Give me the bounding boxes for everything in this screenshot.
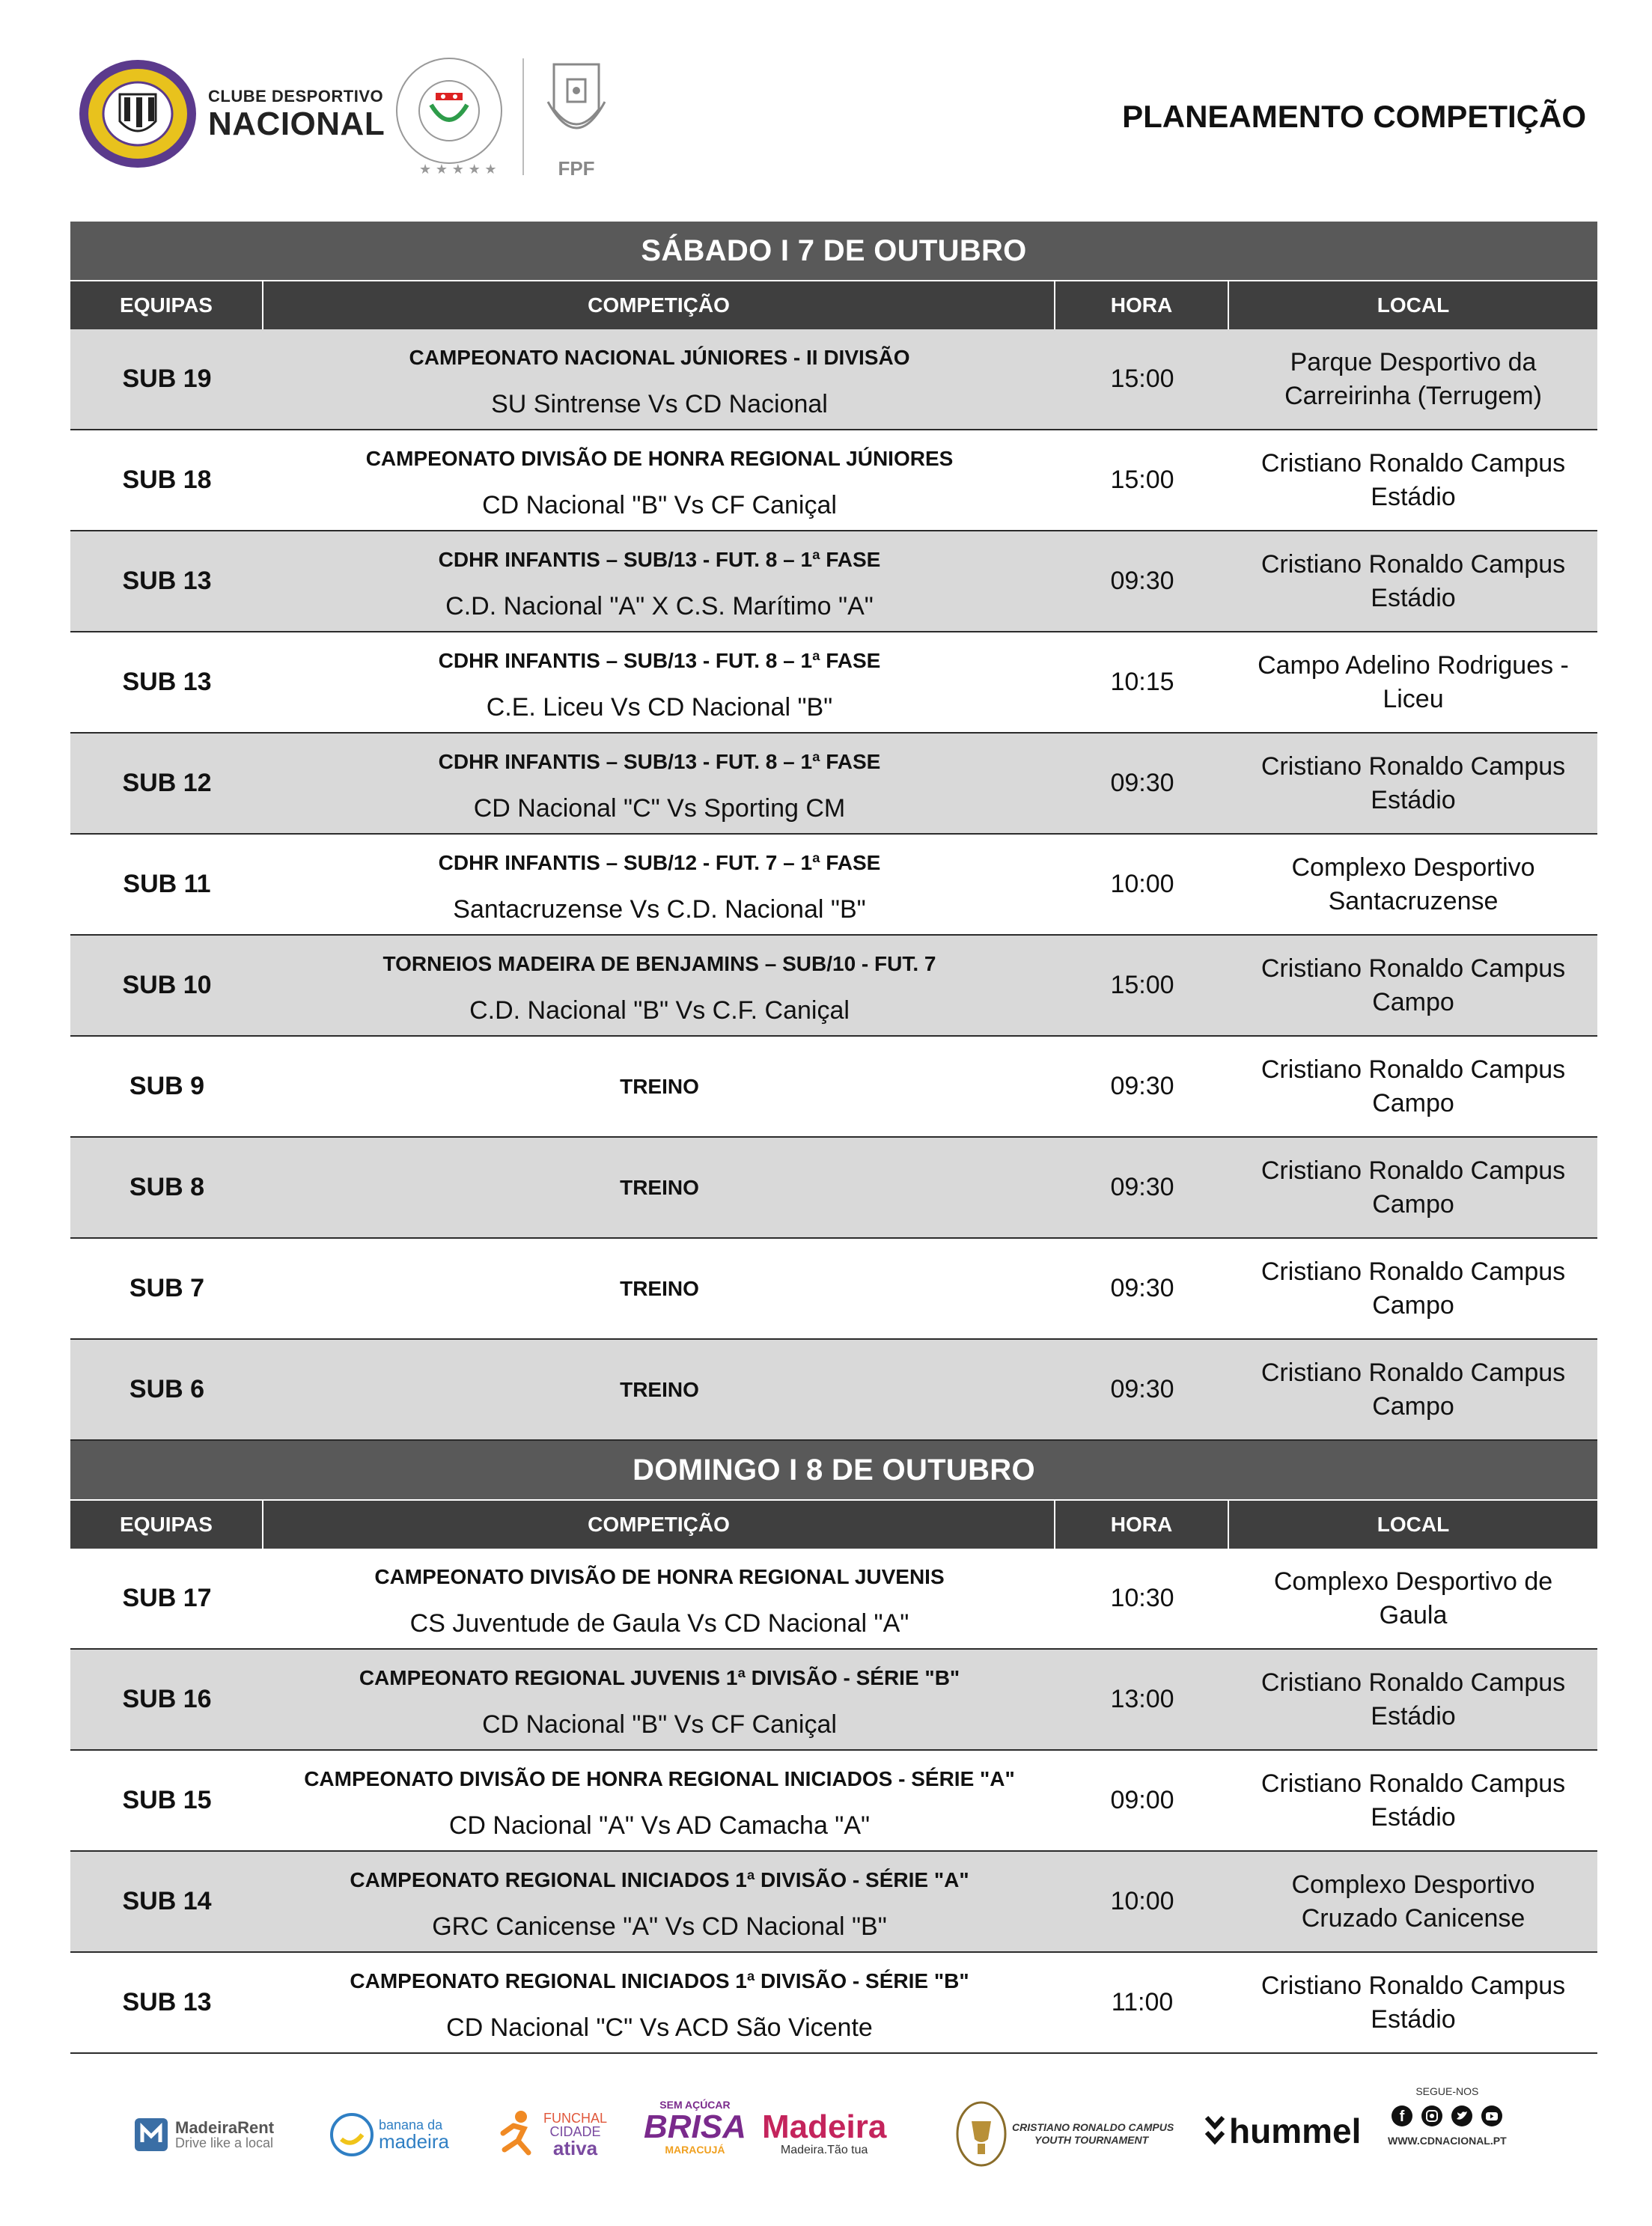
campus-line2: YOUTH TOURNAMENT (1034, 2134, 1149, 2146)
schedule-table (70, 222, 1597, 2054)
match-text: CD Nacional "B" Vs CF Caniçal (482, 1710, 837, 1739)
time-cell: 09:00 (1110, 1786, 1174, 1814)
place-line1: Cristiano Ronaldo Campus (1261, 1257, 1566, 1286)
place-cell (1229, 835, 1597, 934)
banana-da-madeira-logo (329, 2112, 449, 2157)
team-cell: SUB 13 (122, 567, 212, 595)
social-icons (1391, 2105, 1503, 2127)
hummel-logo (1204, 2111, 1361, 2151)
column-header-time: HORA (1055, 281, 1229, 329)
table-row (70, 1549, 1597, 1650)
place-cell (1229, 531, 1597, 631)
column-header-teams: EQUIPAS (70, 1501, 263, 1549)
place-line2: Cruzado Canicense (1301, 1903, 1525, 1933)
place-cell (1229, 1037, 1597, 1136)
column-header-row (70, 1499, 1597, 1549)
facebook-icon[interactable] (1391, 2105, 1413, 2127)
club-name (208, 88, 385, 141)
table-row (70, 734, 1597, 835)
madeira-brand: Madeira (762, 2108, 887, 2145)
team-cell: SUB 11 (123, 870, 211, 898)
place-line1: Campo Adelino Rodrigues - (1258, 650, 1569, 680)
match-text: CD Nacional "A" Vs AD Camacha "A" (448, 1811, 871, 1840)
column-header-competition: COMPETIÇÃO (263, 1501, 1055, 1549)
place-line1: Cristiano Ronaldo Campus (1261, 1971, 1566, 2000)
table-row (70, 531, 1597, 632)
table-row (70, 1340, 1597, 1441)
competition-cell (263, 531, 1055, 631)
place-line1: Complexo Desportivo (1291, 1870, 1535, 1899)
team-cell: SUB 14 (122, 1887, 212, 1915)
funchal-cidade-ativa-logo (491, 2108, 607, 2162)
funchal-line1: FUNCHAL (543, 2111, 608, 2126)
competition-name: TREINO (620, 1276, 699, 1300)
competition-name: TORNEIOS MADEIRA DE BENJAMINS – SUB/10 - FUT. 7 (382, 952, 936, 975)
time-cell: 09:30 (1110, 1375, 1174, 1403)
day-header-sunday: DOMINGO I 8 DE OUTUBRO (70, 1441, 1597, 1499)
table-row (70, 1239, 1597, 1340)
competition-cell (263, 430, 1055, 530)
hummel-chevron-icon (1204, 2114, 1226, 2147)
team-cell: SUB 10 (122, 971, 212, 999)
column-header-time: HORA (1055, 1501, 1229, 1549)
match-text: CD Nacional "B" Vs CF Caniçal (482, 491, 837, 519)
time-cell: 10:30 (1110, 1584, 1174, 1612)
team-cell: SUB 15 (122, 1786, 212, 1814)
svg-text:★ ★ ★ ★ ★: ★ ★ ★ ★ ★ (419, 162, 497, 177)
column-header-place: LOCAL (1377, 1513, 1450, 1536)
match-text: CS Juventude de Gaula Vs CD Nacional "A" (409, 1609, 909, 1638)
follow-us-label: SEGUE-NOS (1415, 2085, 1479, 2097)
competition-name: CDHR INFANTIS – SUB/13 - FUT. 8 – 1ª FASE (438, 548, 881, 571)
cristiano-ronaldo-campus-logo (955, 2100, 1174, 2168)
place-line1: Cristiano Ronaldo Campus (1261, 751, 1566, 781)
place-line2: Campo (1372, 1088, 1454, 1117)
competition-cell (263, 1650, 1055, 1749)
place-line2: Liceu (1383, 684, 1444, 713)
day-header-saturday: SÁBADO I 7 DE OUTUBRO (70, 222, 1597, 280)
competition-name: CAMPEONATO REGIONAL INICIADOS 1ª DIVISÃO - SÉRIE "B" (350, 1969, 969, 1992)
team-cell: SUB 13 (122, 668, 212, 696)
match-text: CD Nacional "C" Vs ACD São Vicente (446, 2013, 873, 2042)
place-line1: Complexo Desportivo (1291, 853, 1535, 882)
competition-cell (263, 1549, 1055, 1648)
fpf-logo (539, 57, 614, 181)
table-row (70, 1751, 1597, 1852)
column-header-competition: COMPETIÇÃO (263, 281, 1055, 329)
social-block (1388, 2085, 1507, 2147)
place-line1: Complexo Desportivo de (1273, 1567, 1553, 1596)
place-line2: Estádio (1371, 2004, 1456, 2034)
competition-name: CAMPEONATO NACIONAL JÚNIORES - II DIVISÃO (409, 346, 910, 369)
place-line1: Cristiano Ronaldo Campus (1261, 1358, 1566, 1387)
brisa-brand: BRISA (644, 2108, 746, 2145)
table-row (70, 632, 1597, 734)
club-name-line2: NACIONAL (208, 106, 385, 142)
place-cell (1229, 329, 1597, 429)
time-cell: 10:00 (1110, 870, 1174, 898)
brisa-maracuja-logo (644, 2099, 746, 2156)
banana-line1: banana da (379, 2117, 443, 2132)
competition-name: CDHR INFANTIS – SUB/12 - FUT. 7 – 1ª FASE (438, 851, 881, 874)
place-cell (1229, 1549, 1597, 1648)
campus-line1: CRISTIANO RONALDO CAMPUS (1012, 2121, 1174, 2134)
competition-name: CDHR INFANTIS – SUB/13 - FUT. 8 – 1ª FASE (438, 649, 881, 672)
table-row (70, 430, 1597, 531)
competition-name: CAMPEONATO DIVISÃO DE HONRA REGIONAL JÚNIORES (365, 447, 954, 470)
team-cell: SUB 18 (122, 466, 212, 494)
hummel-brand: hummel (1229, 2111, 1362, 2150)
place-cell (1229, 1953, 1597, 2052)
table-row (70, 1953, 1597, 2054)
match-text: SU Sintrense Vs CD Nacional (491, 390, 828, 418)
competition-cell (263, 936, 1055, 1035)
team-cell: SUB 8 (129, 1173, 205, 1201)
runner-icon (491, 2108, 540, 2162)
match-text: C.D. Nacional "B" Vs C.F. Caniçal (469, 996, 850, 1025)
instagram-icon[interactable] (1421, 2105, 1443, 2127)
competition-cell (263, 632, 1055, 732)
table-row (70, 329, 1597, 430)
certification-seal (389, 52, 509, 180)
competition-name: CAMPEONATO REGIONAL INICIADOS 1ª DIVISÃO - SÉRIE "A" (350, 1868, 969, 1891)
time-cell: 09:30 (1110, 1173, 1174, 1201)
competition-cell (263, 1340, 1055, 1439)
place-cell (1229, 1340, 1597, 1439)
table-row (70, 936, 1597, 1037)
team-cell: SUB 9 (129, 1072, 205, 1100)
team-cell: SUB 7 (129, 1274, 205, 1302)
website-link[interactable]: WWW.CDNACIONAL.PT (1388, 2135, 1507, 2147)
funchal-line2: CIDADE (549, 2124, 601, 2139)
place-cell (1229, 1138, 1597, 1237)
place-line1: Parque Desportivo da (1290, 347, 1537, 376)
competition-name: TREINO (620, 1074, 699, 1098)
time-cell: 15:00 (1110, 971, 1174, 999)
time-cell: 15:00 (1110, 365, 1174, 393)
column-header-teams: EQUIPAS (70, 281, 263, 329)
campus-trophy-icon (955, 2100, 1008, 2168)
team-cell: SUB 16 (122, 1685, 212, 1713)
svg-text:f: f (1399, 2108, 1405, 2125)
place-line2: Gaula (1379, 1600, 1448, 1629)
place-line2: Campo (1372, 987, 1454, 1016)
table-row (70, 835, 1597, 936)
place-cell (1229, 1239, 1597, 1338)
team-cell: SUB 19 (122, 365, 212, 393)
madeirarent-logo (133, 2117, 274, 2153)
team-cell: SUB 13 (122, 1988, 212, 2016)
competition-cell (263, 1953, 1055, 2052)
table-row (70, 1138, 1597, 1239)
time-cell: 13:00 (1110, 1685, 1174, 1713)
madeirarent-tagline: Drive like a local (175, 2135, 274, 2150)
place-line2: Campo (1372, 1290, 1454, 1320)
sponsor-footer (0, 2081, 1652, 2216)
team-cell: SUB 12 (122, 769, 212, 797)
time-cell: 10:15 (1110, 668, 1174, 696)
place-line2: Estádio (1371, 785, 1456, 814)
team-cell: SUB 17 (122, 1584, 212, 1612)
madeira-tagline: Madeira.Tão tua (780, 2144, 868, 2156)
place-line2: Santacruzense (1328, 886, 1499, 915)
competition-name: CAMPEONATO DIVISÃO DE HONRA REGIONAL INICIADOS - SÉRIE "A" (304, 1767, 1015, 1790)
table-row (70, 1037, 1597, 1138)
table-row (70, 1650, 1597, 1751)
competition-cell (263, 1852, 1055, 1951)
place-line1: Cristiano Ronaldo Campus (1261, 1668, 1566, 1697)
madeira-logo (762, 2108, 887, 2157)
match-text: C.D. Nacional "A" X C.S. Marítimo "A" (445, 592, 874, 620)
club-crest-logo (78, 58, 198, 169)
time-cell: 09:30 (1110, 1274, 1174, 1302)
place-line2: Campo (1372, 1391, 1454, 1421)
competition-name: CDHR INFANTIS – SUB/13 - FUT. 8 – 1ª FASE (438, 750, 881, 773)
competition-cell (263, 1138, 1055, 1237)
match-text: Santacruzense Vs C.D. Nacional "B" (453, 895, 866, 924)
banana-line2: madeira (379, 2130, 449, 2153)
place-line1: Cristiano Ronaldo Campus (1261, 954, 1566, 983)
place-line2: Campo (1372, 1189, 1454, 1219)
table-row (70, 1852, 1597, 1953)
place-cell (1229, 632, 1597, 732)
funchal-line3: ativa (552, 2137, 598, 2159)
place-cell (1229, 734, 1597, 833)
header-divider (522, 58, 524, 175)
twitter-icon[interactable] (1451, 2105, 1473, 2127)
document-title: PLANEAMENTO COMPETIÇÃO (1122, 99, 1586, 134)
match-text: GRC Canicense "A" Vs CD Nacional "B" (432, 1912, 887, 1941)
place-cell (1229, 430, 1597, 530)
time-cell: 09:30 (1110, 567, 1174, 595)
youtube-icon[interactable] (1481, 2105, 1503, 2127)
fpf-label: FPF (558, 157, 595, 180)
banana-icon (329, 2112, 374, 2157)
time-cell: 11:00 (1111, 1988, 1174, 2016)
place-line1: Cristiano Ronaldo Campus (1261, 549, 1566, 579)
time-cell: 10:00 (1110, 1887, 1174, 1915)
place-line2: Carreirinha (Terrugem) (1284, 381, 1542, 410)
page-header (0, 0, 1652, 217)
place-cell (1229, 1751, 1597, 1850)
brisa-top-text: SEM AÇÚCAR (659, 2099, 731, 2111)
competition-cell (263, 1037, 1055, 1136)
time-cell: 09:30 (1110, 1072, 1174, 1100)
place-line1: Cristiano Ronaldo Campus (1261, 448, 1566, 478)
competition-name: CAMPEONATO REGIONAL JUVENIS 1ª DIVISÃO - SÉRIE "B" (359, 1666, 960, 1689)
time-cell: 09:30 (1110, 769, 1174, 797)
time-cell: 15:00 (1110, 466, 1174, 494)
team-cell: SUB 6 (129, 1375, 205, 1403)
column-header-row (70, 280, 1597, 329)
competition-cell (263, 835, 1055, 934)
competition-name: CAMPEONATO DIVISÃO DE HONRA REGIONAL JUVENIS (374, 1565, 945, 1588)
match-text: CD Nacional "C" Vs Sporting CM (473, 794, 846, 823)
column-header-place: LOCAL (1377, 293, 1450, 317)
place-line1: Cristiano Ronaldo Campus (1261, 1156, 1566, 1185)
place-cell (1229, 1852, 1597, 1951)
club-name-line1: CLUBE DESPORTIVO (208, 87, 384, 106)
madeirarent-name: MadeiraRent (175, 2118, 275, 2137)
competition-cell (263, 1751, 1055, 1850)
place-line2: Estádio (1371, 583, 1456, 612)
competition-name: TREINO (620, 1175, 699, 1199)
place-line2: Estádio (1371, 1701, 1456, 1731)
competition-cell (263, 1239, 1055, 1338)
competition-cell (263, 734, 1055, 833)
place-line1: Cristiano Ronaldo Campus (1261, 1055, 1566, 1084)
place-cell (1229, 936, 1597, 1035)
match-text: C.E. Liceu Vs CD Nacional "B" (486, 693, 833, 722)
madeirarent-icon (133, 2117, 169, 2153)
place-cell (1229, 1650, 1597, 1749)
competition-name: TREINO (620, 1377, 699, 1401)
place-line2: Estádio (1371, 482, 1456, 511)
place-line2: Estádio (1371, 1802, 1456, 1832)
competition-cell (263, 329, 1055, 429)
brisa-bottom-text: MARACUJÁ (665, 2144, 725, 2156)
place-line1: Cristiano Ronaldo Campus (1261, 1769, 1566, 1798)
